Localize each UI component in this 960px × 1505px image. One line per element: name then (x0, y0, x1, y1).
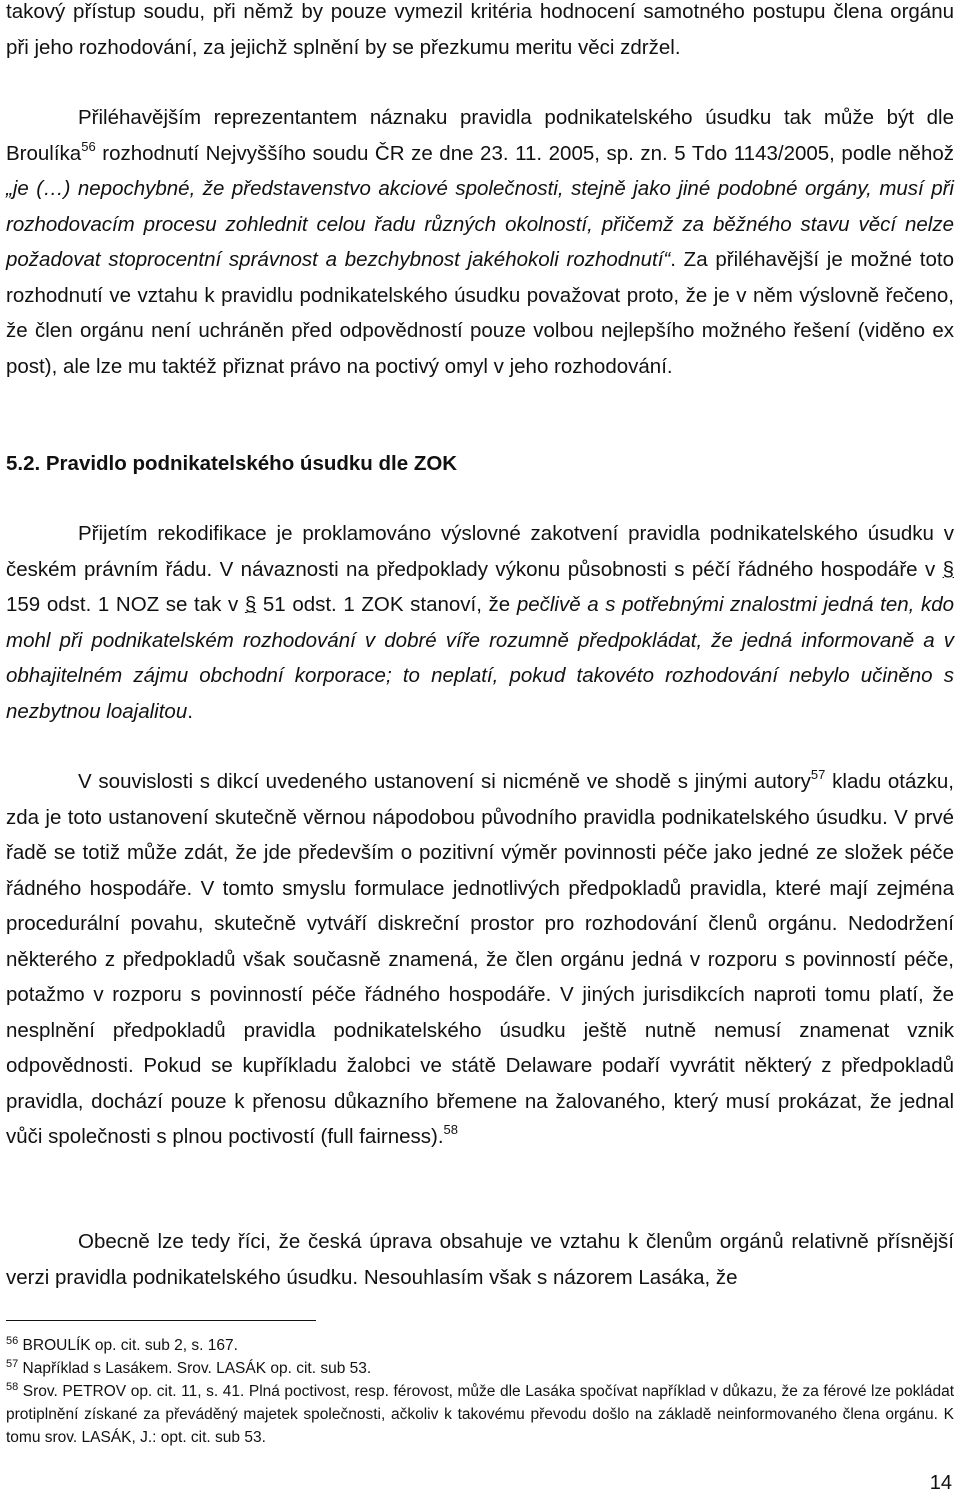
footnote-58: $^{58}$ Srov. PETROV op. cit. 11, s. 41. Plná poctivost, resp. férovost, může dle Lasáka spočívat například v důkazu, že za férové lze pokládat protiplnění získané za převáděný majetek společnosti, ačkoliv k takovému převodu došlo na základě neinformovaného člena orgánu. K tomu srov. LASÁK, J.: opt. cit. sub 53. (6, 1381, 954, 1446)
paragraph-1: takový přístup soudu, při němž by pouze vymezil kritéria hodnocení samotného postupu člena orgánu při jeho rozhodování, za jejichž splnění by se přezkumu meritu věci zdržel. (6, 0, 954, 59)
paragraph-5: Obecně lze tedy říci, že česká úprava obsahuje ve vztahu k členům orgánů relativně přísnější verzi pravidla podnikatelského úsudku. Nesouhlasím však s názorem Lasáka, že (6, 1230, 954, 1289)
footnotes (6, 1334, 954, 1449)
footnote-ref-57[interactable]: 57 (810, 767, 826, 782)
paragraph-2: Přiléhavějším reprezentantem náznaku pravidla podnikatelského úsudku tak může být dle Broulíka$^{56}$ rozhodnutí Nejvyššího soudu ČR ze dne 23. 11. 2005, sp. zn. 5 Tdo 1143/2005, podle něhož „je (…) nepochybné, že představenstvo akciové společnosti, stejně jako jiné podobné orgány, musí při rozhodovacím procesu zohlednit celou řadu různých okolností, přičemž za běžného stavu věcí nelze požadovat stoprocentní správnost a bezchybnost jakéhokoli rozhodnutí“. Za přiléhavější je možné toto rozhodnutí ve vztahu k pravidlu podnikatelského úsudku považovat proto, že je v něm výslovně řečeno, že člen orgánu není uchráněn před odpovědností pouze volbou nejlepšího možného řešení (viděno ex post), ale lze mu taktéž přiznat právo na poctivý omyl v jeho rozhodování. (6, 106, 954, 378)
court-quote: „je (…) nepochybné, že představenstvo akciové společnosti, stejně jako jiné podobné orgány, musí při rozhodovacím procesu zohlednit celou řadu různých okolností, přičemž za běžného stavu věcí nelze požadovat stoprocentní správnost a bezchybnost jakéhokoli rozhodnutí“ (6, 177, 954, 271)
paragraph-3: Přijetím rekodifikace je proklamováno výslovné zakotvení pravidla podnikatelského úsudku v českém právním řádu. V návaznosti na předpoklady výkonu působnosti s péčí řádného hospodáře v § 159 odst. 1 NOZ se tak v § 51 odst. 1 ZOK stanoví, že pečlivě a s potřebnými znalostmi jedná ten, kdo mohl při podnikatelském rozhodování v dobré víře rozumně předpokládat, že jedná informovaně a v obhajitelném zájmu obchodní korporace; to neplatí, pokud takovéto rozhodování nebylo učiněno s nezbytnou loajalitou. (6, 522, 954, 723)
section-heading: 5.2. Pravidlo podnikatelského úsudku dle ZOK (6, 452, 458, 475)
footnote-56: $^{56}$ BROULÍK op. cit. sub 2, s. 167. (6, 1335, 238, 1354)
footnote-ref-58[interactable]: 58 (443, 1122, 458, 1137)
footnote-57: $^{57}$ Například s Lasákem. Srov. LASÁK op. cit. sub 53. (6, 1358, 372, 1377)
section-sign: § (244, 593, 257, 616)
footnote-ref-56[interactable]: 56 (81, 138, 96, 154)
statute-quote: pečlivě a s potřebnými znalostmi jedná ten, kdo mohl při podnikatelském rozhodování v dobré víře rozumně předpokládat, že jedná informovaně a v obhajitelném zájmu obchodní korporace; to neplatí, pokud takovéto rozhodování nebylo učiněno s nezbytnou loajalitou (6, 593, 954, 723)
paragraph-4: V souvislosti s dikcí uvedeného ustanovení si nicméně ve shodě s jinými autory$^{57}$ kladu otázku, zda je toto ustanovení skutečně věrnou nápodobou původního pravidla podnikatelského úsudku. V prvé řadě se totiž může zdát, že jde především o pozitivní výměr povinnosti péče jako jedné ze složek péče řádného hospodáře. V tomto smyslu formulace jednotlivých předpokladů pravidla, které mají zejména procedurální povahu, skutečně vytváří diskreční prostor pro rozhodování členů orgánu. Nedodržení některého z předpokladů však současně znamená, že člen orgánu jedná v rozporu s povinností péče, potažmo v rozporu s povinností péče řádného hospodáře. V jiných jurisdikcích naproti tomu platí, že nesplnění předpokladů pravidla podnikatelského úsudku ještě nutně nemusí znamenat vznik odpovědnosti. Pokud se kupříkladu žalobci ve státě Delaware podaří vyvrátit některý z předpokladů pravidla, dochází pouze k přenosu důkazního břemene na žalovaného, který musí prokázat, že jednal vůči společnosti s plnou poctivostí (full fairness).$^{58}$ (6, 767, 954, 1148)
page-number: 14 (929, 1472, 952, 1494)
footnote-divider (6, 1320, 316, 1321)
section-sign: § (942, 557, 954, 581)
